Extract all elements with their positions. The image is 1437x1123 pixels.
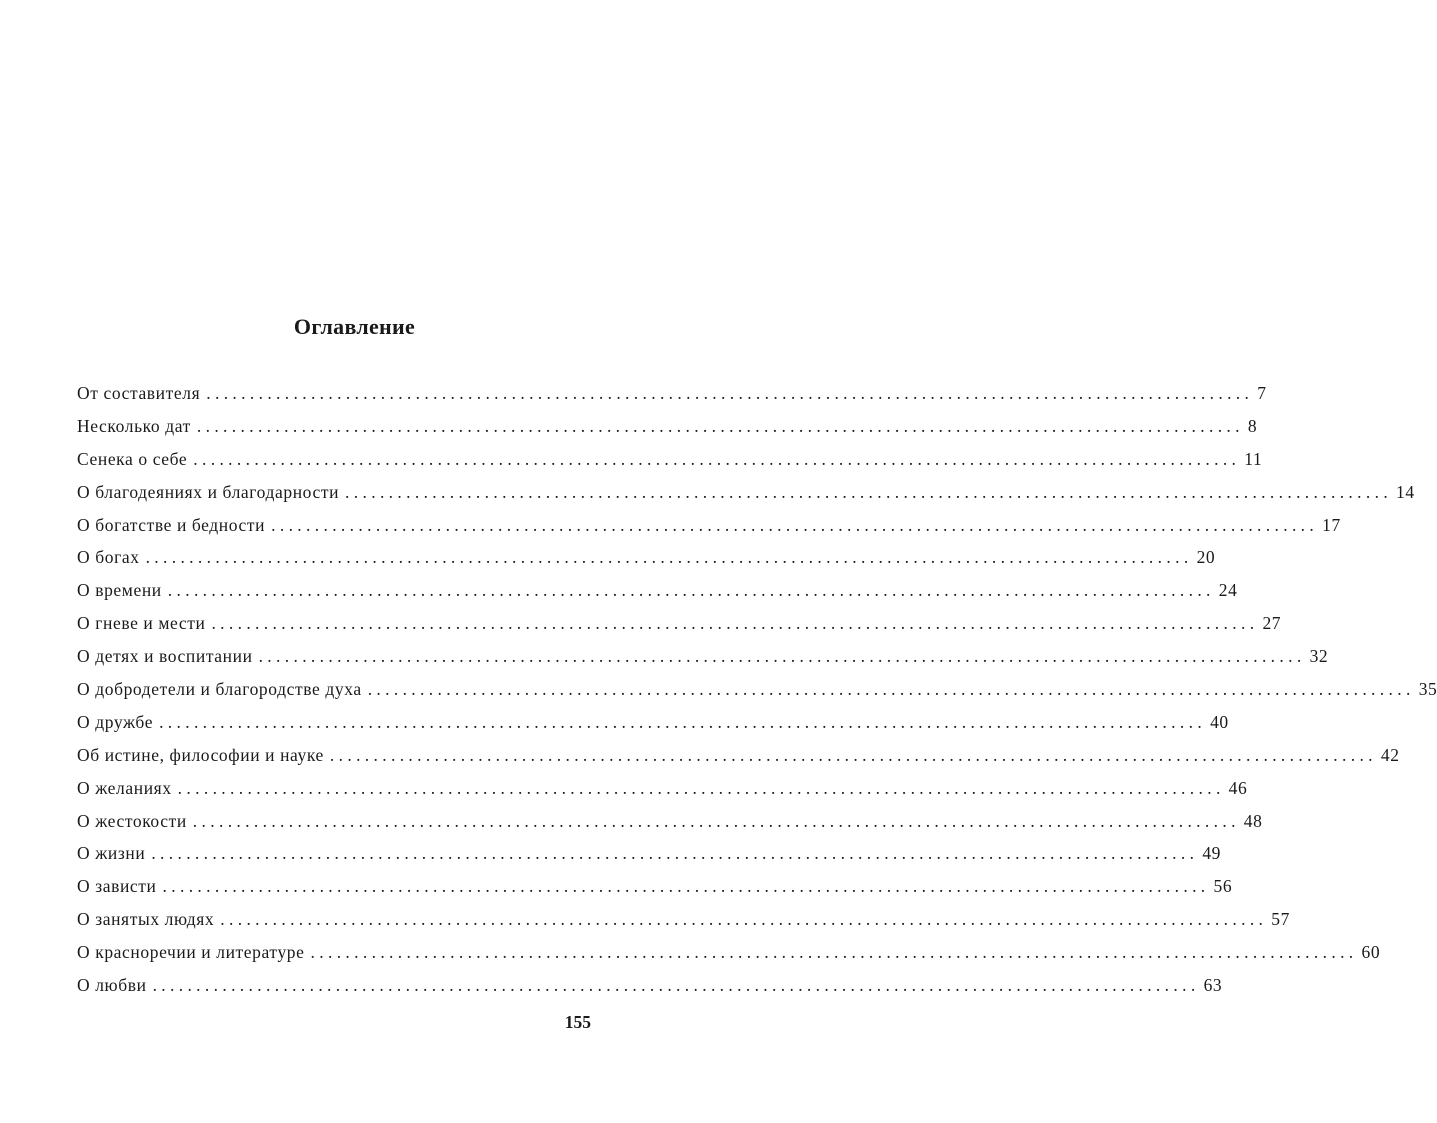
toc-leader-dots: ........................................................................................................................: [193, 448, 1241, 469]
toc-leader-dots: ........................................................................................................................: [152, 975, 1200, 996]
toc-entry: [77, 476, 1415, 509]
toc-entry-label: О богатстве и бедности: [77, 514, 266, 535]
toc-leader-dots: ........................................................................................................................: [329, 744, 1377, 765]
toc-entry: [77, 640, 1329, 673]
toc-entry: [77, 607, 1282, 640]
toc-entry: [77, 936, 1381, 969]
toc-entry-label: О благодеяниях и благодарности: [77, 481, 340, 502]
toc-entry-label: О гневе и мести: [77, 613, 206, 634]
toc-entry-page: 27: [1262, 613, 1282, 634]
toc-entry: [77, 410, 1258, 443]
toc-entry-page: 24: [1218, 580, 1238, 601]
toc-leader-dots: ........................................................................................................................: [258, 646, 1306, 667]
toc-entry-label: О занятых людях: [77, 909, 215, 930]
toc-entry-label: О дружбе: [77, 711, 154, 732]
toc-entry-page: 60: [1361, 942, 1381, 963]
toc-leader-dots: ........................................................................................................................: [206, 383, 1254, 403]
toc-entry-page: 8: [1247, 415, 1258, 436]
toc-entry-page: 14: [1396, 481, 1415, 502]
toc-leader-dots: ........................................................................................................................: [367, 679, 1415, 700]
toc-entry-label: О желаниях: [77, 777, 172, 798]
toc-entry-label: От составителя: [77, 383, 201, 403]
toc-leader-dots: ........................................................................................................................: [177, 777, 1225, 798]
toc-entry-page: 17: [1322, 514, 1341, 535]
toc-leader-dots: ........................................................................................................................: [271, 514, 1319, 535]
toc-entry-label: О времени: [77, 580, 162, 601]
toc-leader-dots: ........................................................................................................................: [220, 909, 1268, 930]
toc-entry: [77, 805, 1263, 838]
toc-leader-dots: ........................................................................................................................: [159, 711, 1207, 732]
toc-leader-dots: ........................................................................................................................: [345, 481, 1393, 502]
toc-list: [77, 377, 1437, 1002]
toc-entry-page: 11: [1244, 448, 1263, 469]
toc-entry: [77, 574, 1238, 607]
toc-entry-page: 32: [1309, 646, 1329, 667]
toc-entry-page: 42: [1380, 744, 1400, 765]
toc-entry-page: 57: [1271, 909, 1290, 930]
toc-entry-label: О зависти: [77, 876, 157, 897]
toc-leader-dots: ........................................................................................................................: [192, 810, 1240, 831]
toc-entry-page: 40: [1210, 711, 1229, 732]
toc-leader-dots: ........................................................................................................................: [162, 876, 1210, 897]
toc-leader-dots: ........................................................................................................................: [145, 547, 1193, 568]
page-number: 155: [564, 1012, 591, 1032]
toc-entry-label: О жестокости: [77, 810, 187, 831]
toc-entry-label: Несколько дат: [77, 415, 191, 436]
toc-leader-dots: ........................................................................................................................: [310, 942, 1358, 963]
toc-entry-page: 63: [1203, 975, 1223, 996]
toc-entry: [77, 509, 1341, 542]
toc-entry: [77, 903, 1290, 936]
toc-entry: [77, 443, 1263, 476]
toc-entry-label: Сенека о себе: [77, 448, 188, 469]
toc-leader-dots: ........................................................................................................................: [211, 613, 1259, 634]
toc-entry: [77, 673, 1437, 706]
toc-entry-page: 46: [1228, 777, 1248, 798]
toc-title: Оглавление: [293, 314, 416, 339]
toc-entry-page: 7: [1257, 383, 1267, 403]
toc-leader-dots: ........................................................................................................................: [196, 415, 1244, 436]
toc-entry-page: 35: [1418, 679, 1437, 700]
toc-entry: [77, 739, 1400, 772]
toc-leader-dots: ........................................................................................................................: [151, 843, 1199, 864]
toc-entry: [77, 870, 1233, 903]
toc-entry: [77, 837, 1222, 870]
toc-entry-label: О богах: [77, 547, 140, 568]
toc-entry-page: 20: [1196, 547, 1216, 568]
toc-entry: [77, 772, 1248, 805]
toc-entry: [77, 969, 1223, 1002]
toc-entry: [77, 706, 1229, 739]
toc-entry-label: О красноречии и литературе: [77, 942, 305, 963]
toc-entry-label: О детях и воспитании: [77, 646, 253, 667]
toc-entry: [77, 541, 1216, 574]
toc-entry-label: Об истине, философии и науке: [77, 744, 324, 765]
toc-entry: [77, 377, 1267, 410]
toc-entry-page: 49: [1202, 843, 1222, 864]
toc-entry-label: О жизни: [77, 843, 146, 864]
toc-entry-label: О добродетели и благородстве духа: [77, 679, 362, 700]
toc-entry-label: О любви: [77, 975, 147, 996]
toc-entry-page: 48: [1243, 810, 1263, 831]
toc-leader-dots: ........................................................................................................................: [167, 580, 1215, 601]
toc-entry-page: 56: [1213, 876, 1233, 897]
